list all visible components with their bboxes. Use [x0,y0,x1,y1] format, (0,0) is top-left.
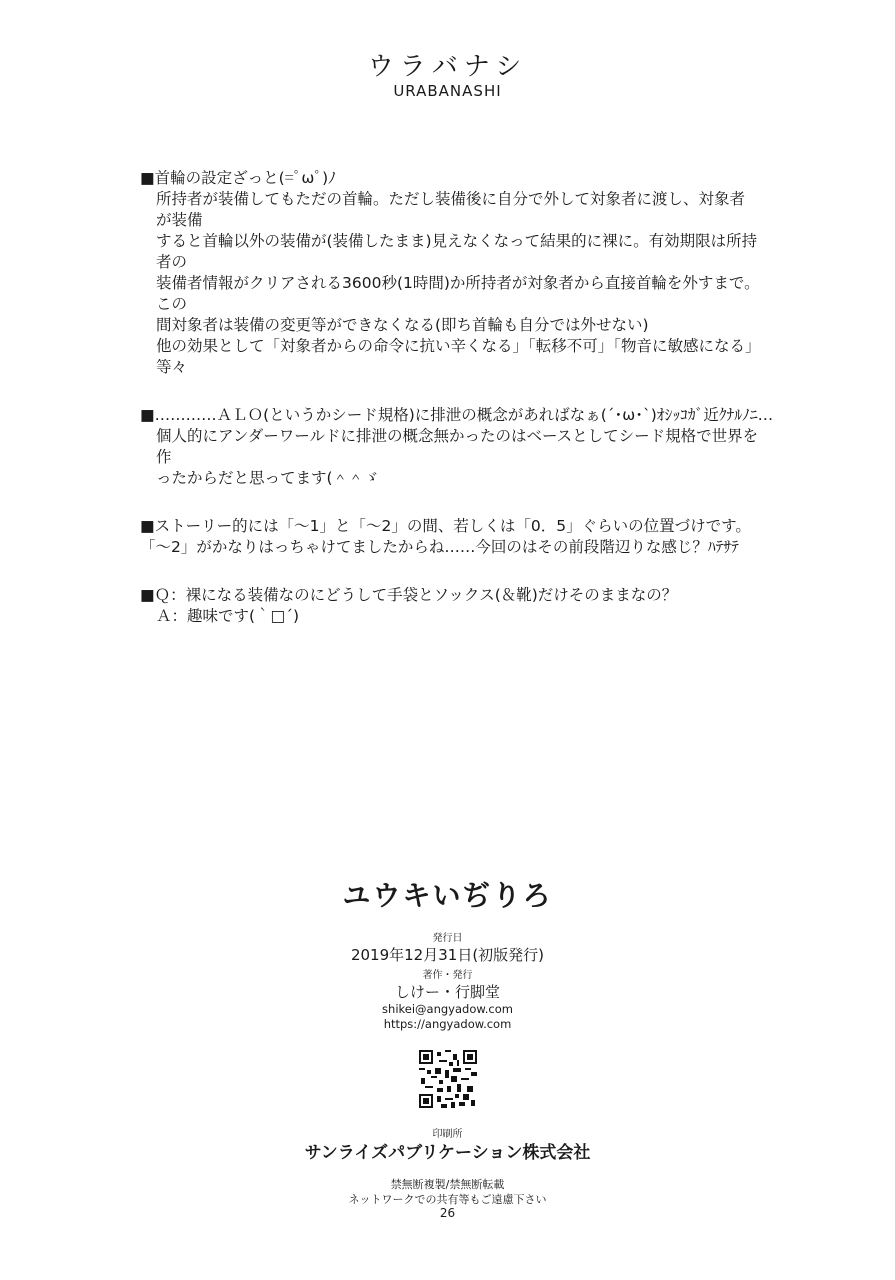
printer-label: 印刷所 [432,1129,463,1140]
author-url: https://angyadow.com [383,1017,512,1031]
note-story-position [140,516,760,558]
colophon [0,880,895,1207]
note-line: ったからだと思ってます(＾＾ゞ [156,469,380,487]
publish-date: 2019年12月31日(初版発行) [350,946,545,964]
note-heading: ■首輪の設定ざっと(=ﾟωﾟ)ﾉ [140,169,336,187]
note-line: 所持者が装備してもただの首輪。ただし装備後に自分で外して対象者に渡し、対象者が装備 [156,190,746,229]
copy-notice: 禁無断複製/禁無断転載 [390,1178,505,1191]
page-header [0,52,895,100]
note-heading: ■ストーリー的には「～1」と「～2」の間、若しくは「0．5」ぐらいの位置づけです。 [140,517,751,535]
header-title-en: URABANASHI [393,82,502,100]
header-title-jp: ウラバナシ [367,52,528,82]
notes-section [140,168,774,654]
note-line: Ａ：趣味です(｀□´) [156,607,299,625]
note-excretion [140,405,774,489]
note-line: 他の効果として「対象者からの命令に抗い辛くなる」「転移不可」「物音に敏感になる」等々 [156,337,753,376]
author-name: しけー・行脚堂 [394,983,500,1001]
note-line: 装備者情報がクリアされる3600秒(1時間)か所持者が対象者から直接首輪を外すまで。この [156,274,760,313]
note-line: 「～2」がかなりはっちゃけてましたからね……今回のはその前段階辺りな感じ？ﾊﾃｻﾃ [140,538,739,556]
note-line: 個人的にアンダーワールドに排泄の概念無かったのはベースとしてシード規格で世界を作 [156,427,759,466]
printer-name: サンライズパブリケーション株式会社 [304,1143,591,1163]
note-collar-settings [140,168,760,378]
note-line: 間対象者は装備の変更等ができなくなる(即ち首輪も自分では外せない) [156,316,649,334]
qr-code-icon [419,1050,477,1108]
note-qa [140,585,760,627]
note-heading: ■…………ＡＬＯ(というかシード規格)に排泄の概念があればなぁ(´･ω･`)ｵｼｯｺｶﾞ近ｸﾅﾙﾉﾆ… [140,406,774,424]
note-heading: ■Ｑ：裸になる装備なのにどうして手袋とソックス(＆靴)だけそのままなの？ [140,586,678,604]
author-email: shikei@angyadow.com [382,1002,513,1016]
author-label: 著作・発行 [422,970,473,981]
date-label: 発行日 [432,933,463,944]
book-title: ユウキいぢりろ [342,879,553,912]
note-line: すると首輪以外の装備が(装備したまま)見えなくなって結果的に裸に。有効期限は所持者の [156,232,758,271]
page-number: 26 [439,1206,456,1220]
share-notice: ネットワークでの共有等もご遠慮下さい [348,1193,547,1206]
